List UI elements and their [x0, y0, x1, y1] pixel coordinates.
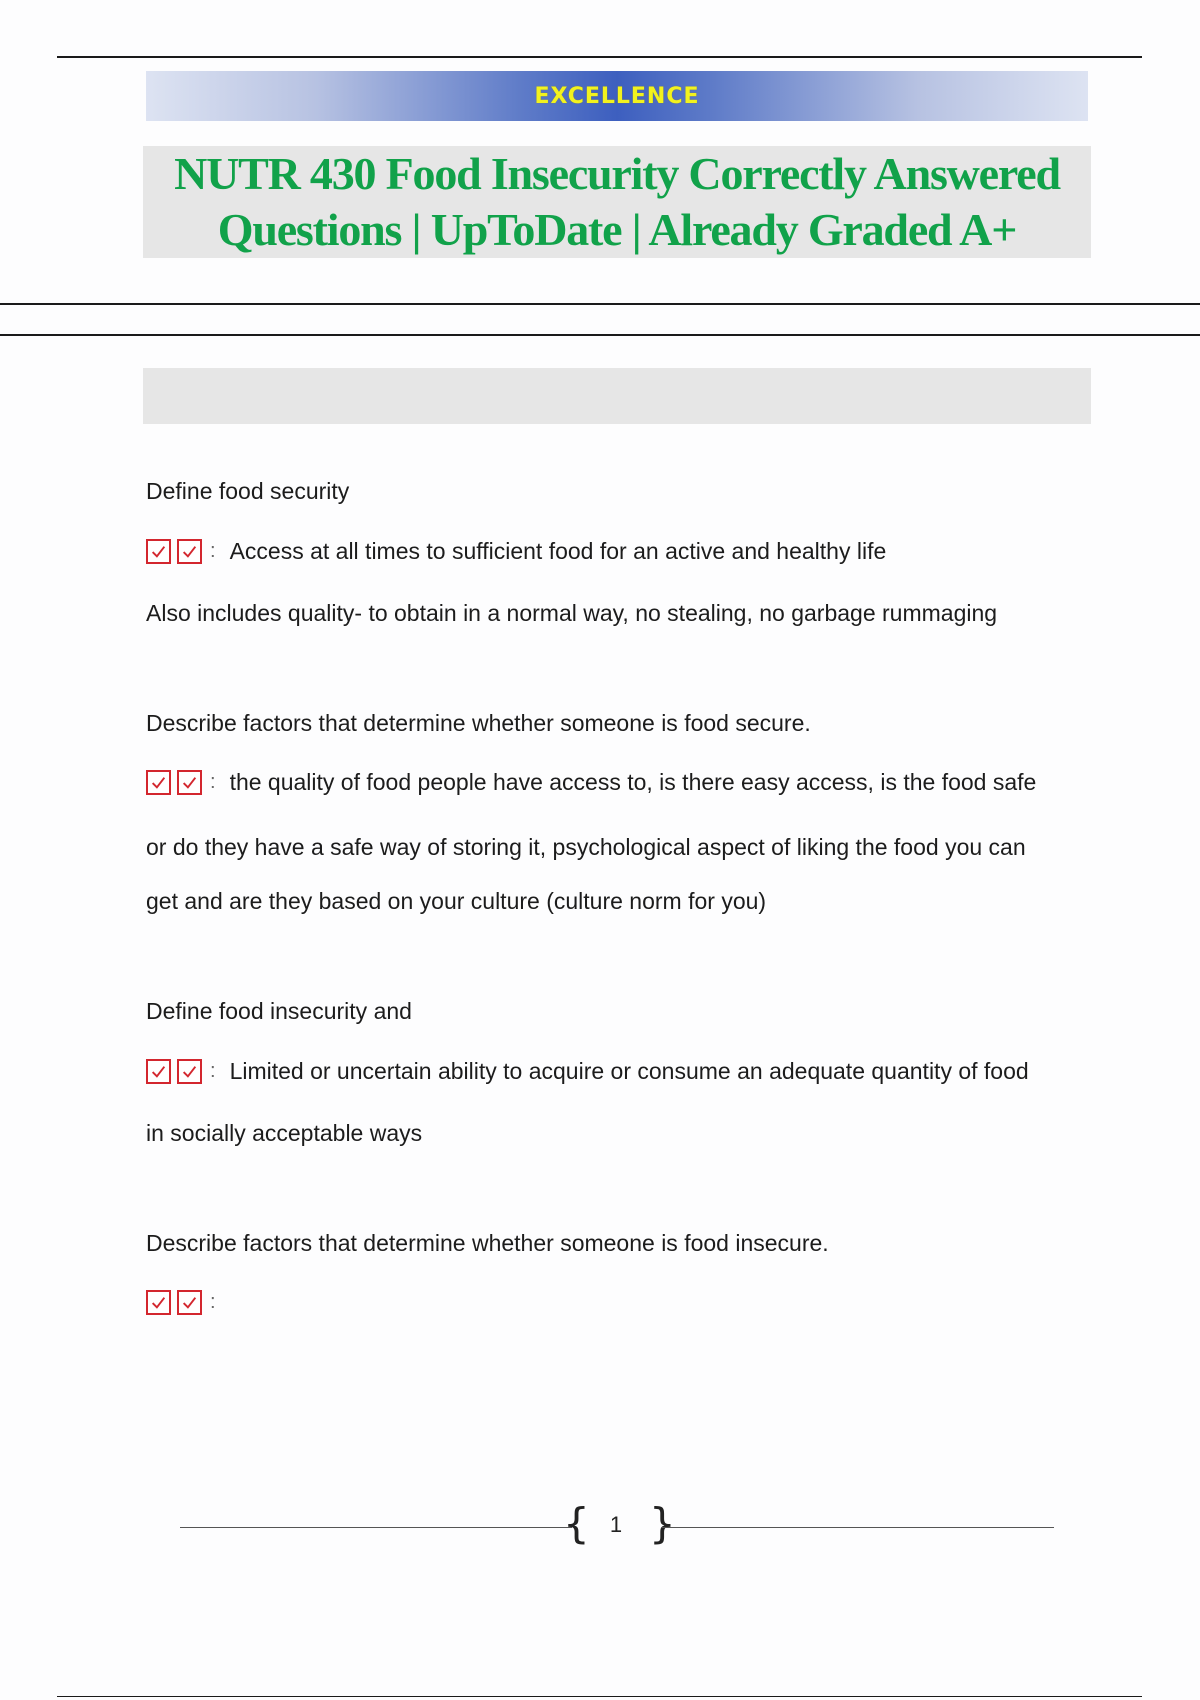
answer-continuation: or do they have a safe way of storing it, psychological aspect of liking the food you can: [146, 834, 1026, 860]
checkbox-checked-icon: [146, 1059, 171, 1084]
answer-marker: :: [210, 771, 216, 793]
page-number: 1: [609, 1512, 623, 1537]
checkbox-checked-icon: [177, 770, 202, 795]
bottom-rule: [57, 1696, 1142, 1697]
answer-continuation: get and are they based on your culture (culture norm for you): [146, 888, 767, 914]
footer-line-right: [662, 1527, 1054, 1528]
footer-line-left: [180, 1527, 572, 1528]
question-4: Describe factors that determine whether someone is food insecure.: [146, 1230, 829, 1256]
title-line-2: Questions | UpToDate | Already Graded A+: [217, 204, 1017, 255]
answer-continuation: in socially acceptable ways: [146, 1120, 423, 1146]
page-brace-open: {: [563, 1499, 590, 1548]
top-rule: [57, 56, 1142, 58]
checkbox-checked-icon: [177, 1059, 202, 1084]
checkbox-checked-icon: [177, 1290, 202, 1315]
question-3: Define food insecurity and: [146, 998, 412, 1024]
answer-text-2: the quality of food people have access to, is there easy access, is the food safe: [229, 769, 1037, 795]
answer-marker: :: [210, 1060, 216, 1082]
banner-label: EXCELLENCE: [534, 83, 700, 109]
answer-2: [146, 769, 1036, 796]
answer-marker: :: [210, 540, 216, 562]
section-rule-2: [0, 334, 1200, 336]
answer-marker: :: [210, 1291, 216, 1313]
checkbox-checked-icon: [146, 770, 171, 795]
document-title: [174, 146, 1060, 258]
page-brace-close: }: [649, 1499, 676, 1548]
answer-text-1: Access at all times to sufficient food for an active and healthy life: [229, 538, 887, 564]
answer-1: [146, 538, 886, 565]
checkbox-checked-icon: [146, 1290, 171, 1315]
answer-3: [146, 1058, 1029, 1085]
checkbox-checked-icon: [177, 539, 202, 564]
title-box: [143, 146, 1091, 258]
answer-4: [146, 1290, 230, 1315]
excellence-banner: [146, 71, 1088, 121]
question-1: Define food security: [146, 478, 350, 504]
checkbox-checked-icon: [146, 539, 171, 564]
answer-text-3: Limited or uncertain ability to acquire or consume an adequate quantity of food: [229, 1058, 1029, 1084]
section-rule-1: [0, 303, 1200, 305]
title-line-1: NUTR 430 Food Insecurity Correctly Answered: [174, 148, 1060, 199]
question-2: Describe factors that determine whether someone is food secure.: [146, 710, 811, 736]
gray-placeholder-box: [143, 368, 1091, 424]
answer-continuation: Also includes quality- to obtain in a normal way, no stealing, no garbage rummaging: [146, 600, 998, 626]
